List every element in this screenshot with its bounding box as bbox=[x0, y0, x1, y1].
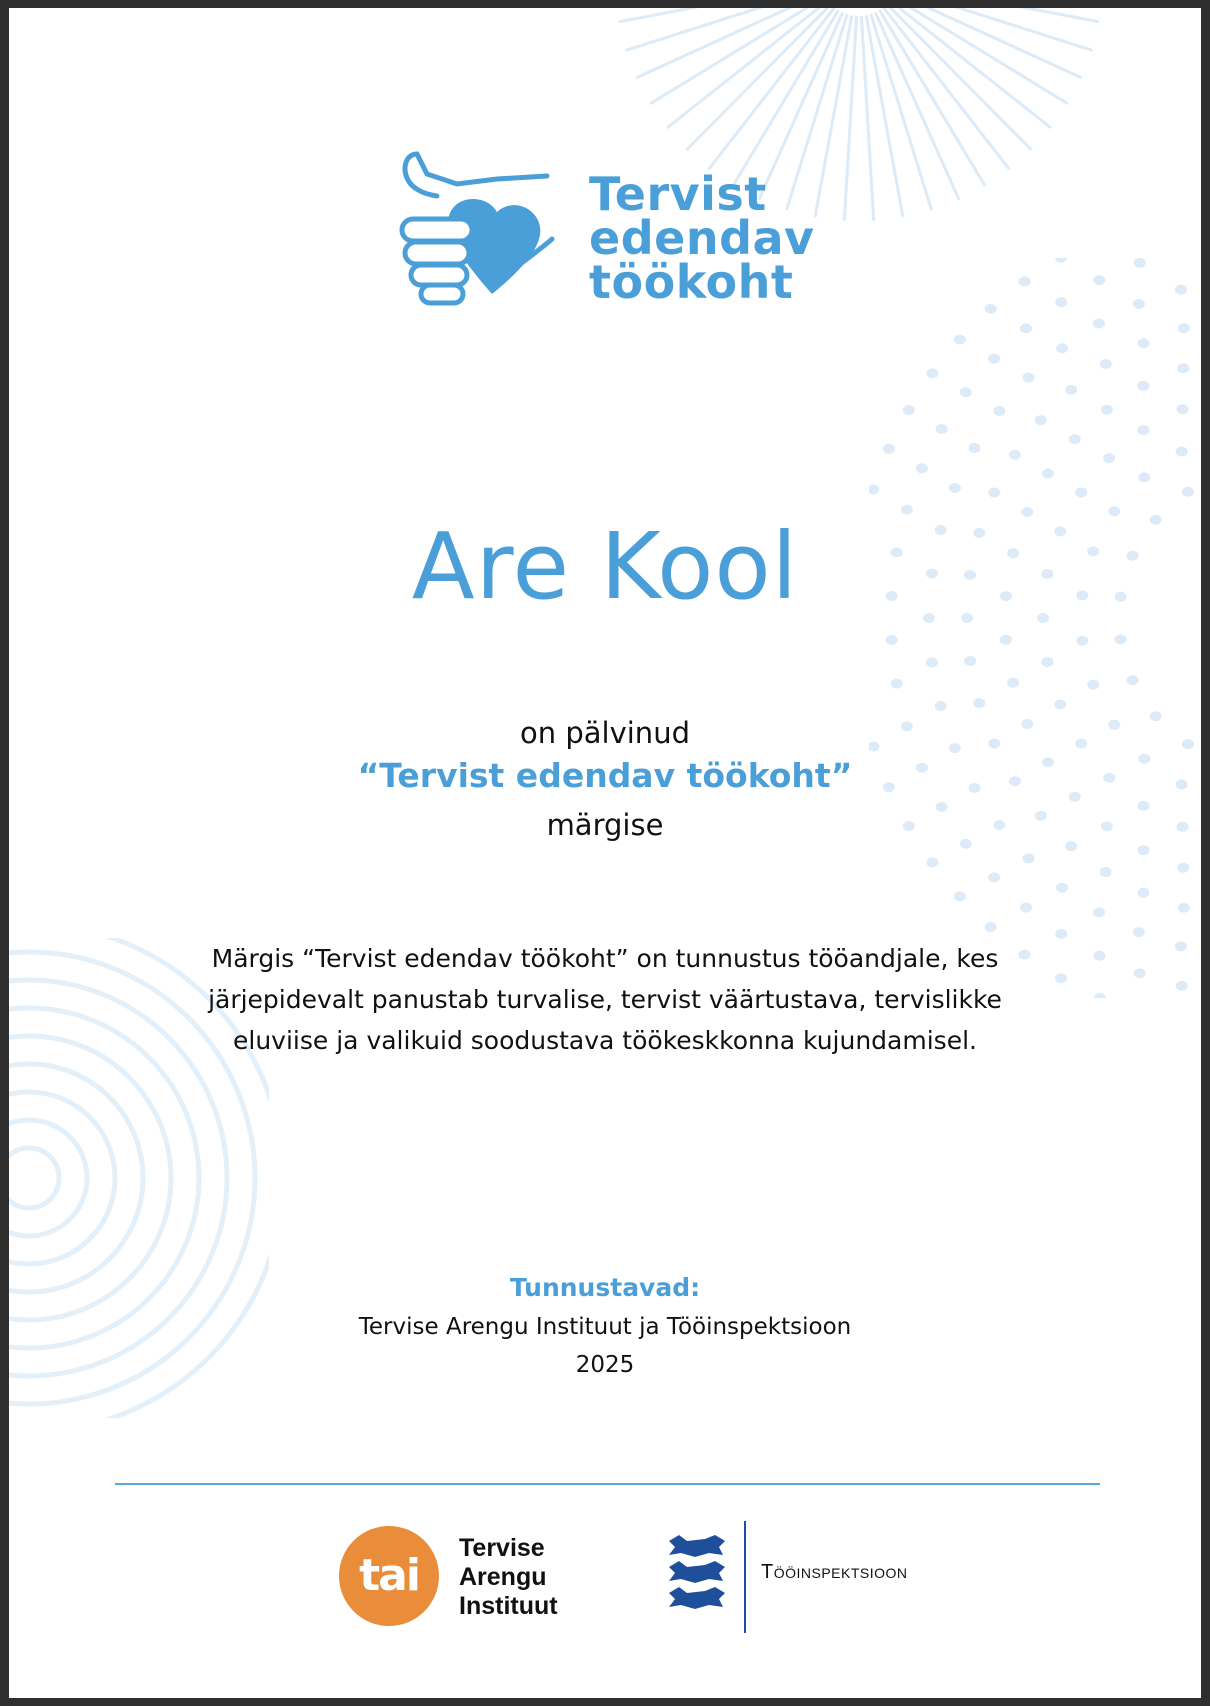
program-logo-text bbox=[589, 167, 815, 309]
certificate-description: Märgis “Tervist edendav töökoht” on tunnustus tööandjale, kes järjepidevalt panustab turvalise, tervist väärtustava, tervislikke eluviise ja valikuid soodustava töökeskkonna kujundamisel. bbox=[208, 944, 1002, 1055]
badge-name: “Tervist edendav töökoht” bbox=[357, 756, 853, 795]
recognition-heading: Tunnustavad: bbox=[509, 1273, 701, 1302]
program-logo bbox=[397, 144, 837, 344]
logo-line-2: edendav bbox=[589, 211, 815, 265]
tai-line-1: Tervise bbox=[459, 1534, 545, 1562]
three-lions-crest-icon bbox=[665, 1533, 729, 1613]
tai-logo-text bbox=[459, 1534, 558, 1621]
logo-line-3: töökoht bbox=[589, 255, 794, 309]
ti-logo bbox=[659, 1513, 939, 1633]
tai-logo-letters: tai bbox=[359, 1550, 419, 1601]
recognition-names: Tervise Arengu Instituut ja Tööinspektsioon bbox=[358, 1314, 852, 1340]
decorative-dot-arcs bbox=[869, 258, 1201, 998]
awarded-text: on pälvinud bbox=[520, 716, 690, 750]
badge-word: märgise bbox=[546, 808, 664, 842]
ti-logo-rule bbox=[744, 1521, 746, 1633]
tai-line-3: Instituut bbox=[459, 1592, 558, 1620]
organization-name: Are Kool bbox=[411, 513, 799, 620]
certificate-page bbox=[9, 8, 1201, 1698]
footer-divider bbox=[115, 1483, 1100, 1485]
recognition-year: 2025 bbox=[575, 1352, 635, 1378]
tai-line-2: Arengu bbox=[459, 1563, 547, 1591]
ti-logo-name: Tööinspektsioon bbox=[761, 1561, 908, 1583]
tai-logo bbox=[339, 1518, 599, 1628]
heart-in-hand-icon bbox=[397, 144, 572, 319]
logo-line-1: Tervist bbox=[589, 167, 767, 221]
